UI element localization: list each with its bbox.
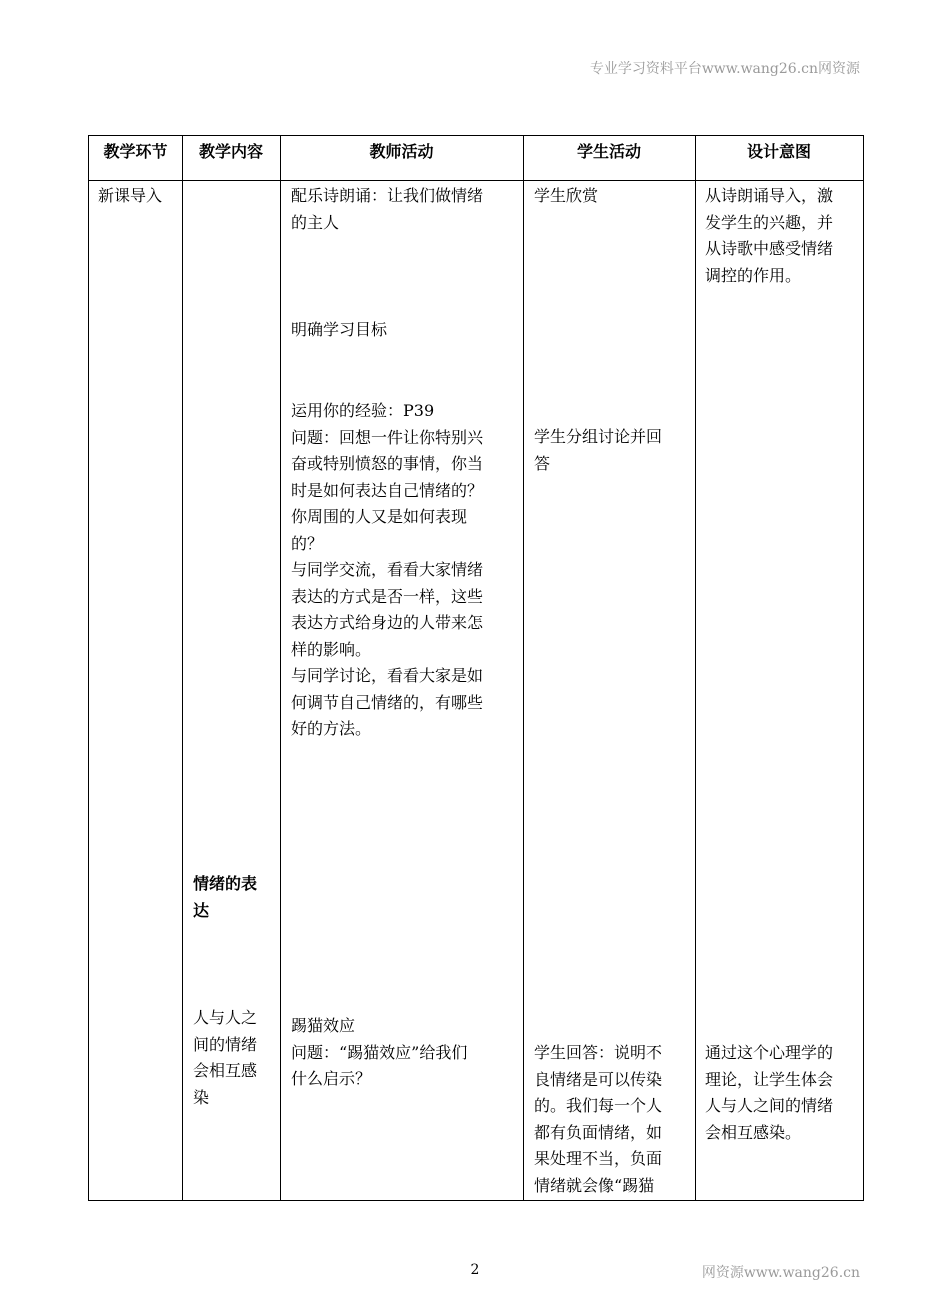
teacher-activity-kick-cat: 踢猫效应 问题：“踢猫效应”给我们 什么启示？ <box>291 1016 468 1088</box>
student-activity-discuss: 学生分组讨论并回 答 <box>534 427 663 473</box>
header-divider <box>89 180 863 181</box>
column-divider <box>695 136 696 1200</box>
header-design-intent: 设计意图 <box>746 142 811 161</box>
design-intent-intro: 从诗朗诵导入，激 发学生的兴趣，并 从诗歌中感受情绪 调控的作用。 <box>705 186 834 285</box>
stage-cell: 新课导入 <box>98 186 163 205</box>
teacher-activity-experience: 运用你的经验：P39 问题：回想一件让你特别兴 奋或特别愤怒的事情，你当 时是如何表达自己情绪的？ 你周围的人又是如何表现 的？ 与同学交流，看看大家情绪 表达的方式是否一样，这些 表达方式给身边的人带来怎 样的影响。 与同学讨论，看看大家是如 何调节自己情绪的，有哪些 好的方法。 <box>291 401 484 738</box>
lesson-plan-table <box>88 135 864 1201</box>
topic-emotion-expression: 情绪的表 达 <box>193 874 258 920</box>
page-number: 2 <box>470 1262 480 1278</box>
header-stage: 教学环节 <box>103 142 168 161</box>
teacher-activity-goals: 明确学习目标 <box>291 320 388 339</box>
design-intent-contagion: 通过这个心理学的 理论，让学生体会 人与人之间的情绪 会相互感染。 <box>705 1043 834 1142</box>
topic-emotion-contagion: 人与人之 间的情绪 会相互感 染 <box>193 1008 258 1107</box>
header-student-activity: 学生活动 <box>576 142 641 161</box>
column-divider <box>182 136 183 1200</box>
student-activity-answer: 学生回答：说明不 良情绪是可以传染 的。我们每一个人 都有负面情绪，如 果处理不当，负面 情绪就会像“踢猫 <box>534 1043 663 1195</box>
header-teacher-activity: 教师活动 <box>369 142 434 161</box>
student-activity-appreciate: 学生欣赏 <box>534 186 599 205</box>
footer-watermark: 网资源www.wang26.cn <box>701 1265 860 1281</box>
column-divider <box>523 136 524 1200</box>
teacher-activity-poem: 配乐诗朗诵：让我们做情绪 的主人 <box>291 186 484 232</box>
header-watermark: 专业学习资料平台www.wang26.cn网资源 <box>589 61 860 77</box>
column-divider <box>280 136 281 1200</box>
header-content: 教学内容 <box>198 142 263 161</box>
